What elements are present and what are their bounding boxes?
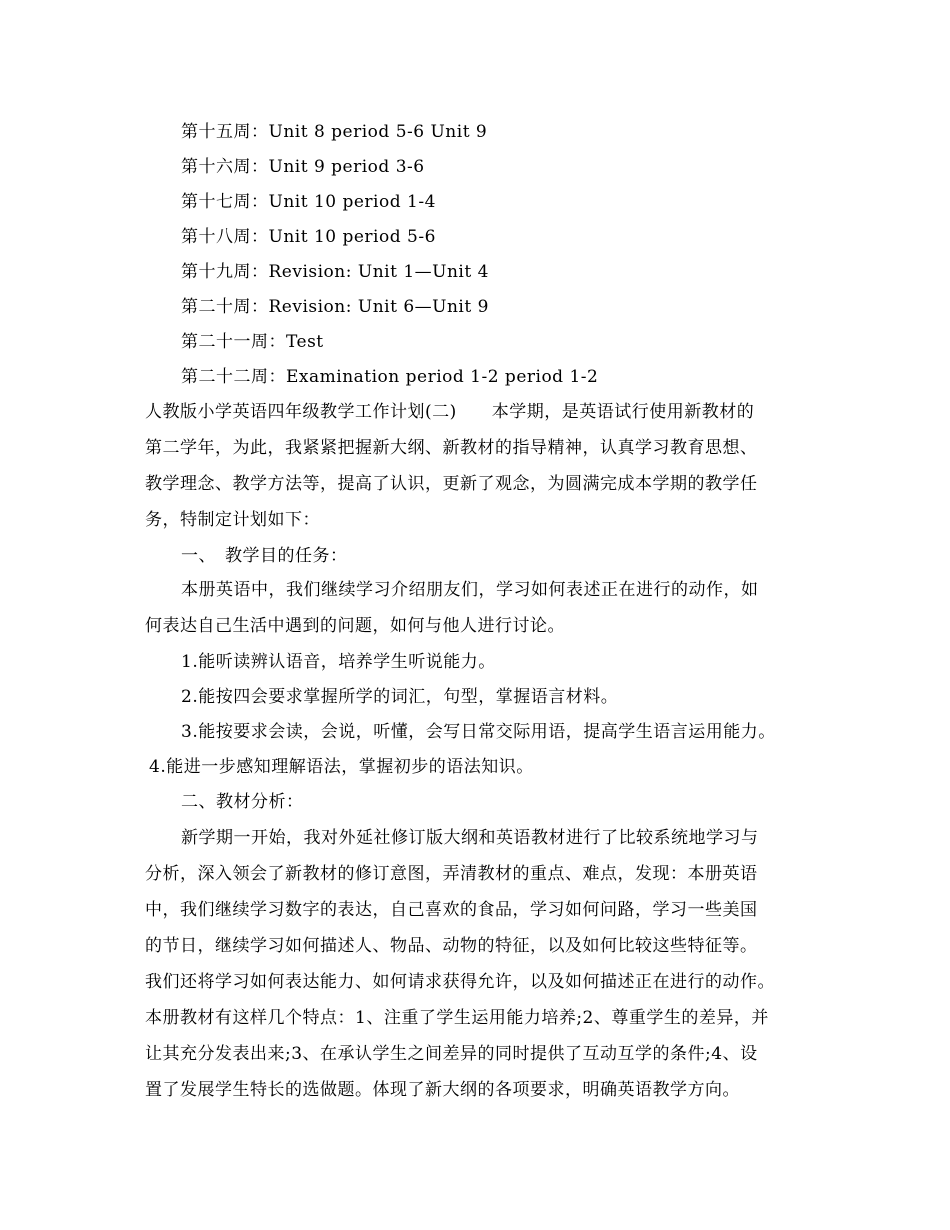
schedule-week-19: 第十九周：Revision: Unit 1—Unit 4 [181, 262, 489, 282]
plan-intro-line: 务，特制定计划如下： [145, 510, 320, 530]
section1-paragraph-line: 本册英语中，我们继续学习介绍朋友们，学习如何表述正在进行的动作，如 [181, 580, 759, 600]
section-heading: 二、教材分析： [181, 792, 304, 812]
schedule-week-16: 第十六周：Unit 9 period 3-6 [181, 157, 425, 177]
section2-paragraph-line: 我们还将学习如何表达能力、如何请求获得允许，以及如何描述正在进行的动作。 [145, 972, 775, 992]
plan-intro-line: 教学理念、教学方法等，提高了认识，更新了观念，为圆满完成本学期的教学任 [145, 474, 758, 494]
section1-paragraph-line: 何表达自己生活中遇到的问题，如何与他人进行讨论。 [145, 616, 565, 636]
section2-paragraph-line: 让其充分发表出来;3、在承认学生之间差异的同时提供了互动互学的条件;4、设 [145, 1044, 758, 1064]
plan-intro-line: 人教版小学英语四年级教学工作计划(二) 本学期，是英语试行使用新教材的 [145, 402, 755, 422]
schedule-week-15: 第十五周：Unit 8 period 5-6 Unit 9 [181, 122, 488, 142]
section-heading: 一、 教学目的任务： [181, 546, 348, 566]
schedule-week-22: 第二十二周：Examination period 1-2 period 1-2 [181, 367, 599, 387]
goal-item: 3.能按要求会读，会说，听懂，会写日常交际用语，提高学生语言运用能力。 [181, 722, 776, 742]
section2-paragraph-line: 本册教材有这样几个特点：1、注重了学生运用能力培养;2、尊重学生的差异，并 [145, 1008, 769, 1028]
schedule-week-18: 第十八周：Unit 10 period 5-6 [181, 227, 436, 247]
schedule-week-20: 第二十周：Revision: Unit 6—Unit 9 [181, 297, 489, 317]
goal-item: 4.能进一步感知理解语法，掌握初步的语法知识。 [149, 757, 534, 777]
section2-paragraph-line: 分析，深入领会了新教材的修订意图，弄清教材的重点、难点，发现：本册英语 [145, 864, 758, 884]
section2-paragraph-line: 中，我们继续学习数字的表达，自己喜欢的食品，学习如何问路，学习一些美国 [145, 900, 758, 920]
section2-paragraph-line: 置了发展学生特长的选做题。体现了新大纲的各项要求，明确英语教学方向。 [145, 1080, 740, 1100]
schedule-week-21: 第二十一周：Test [181, 332, 324, 352]
section2-paragraph-line: 的节日，继续学习如何描述人、物品、动物的特征，以及如何比较这些特征等。 [145, 936, 758, 956]
goal-item: 2.能按四会要求掌握所学的词汇，句型，掌握语言材料。 [181, 687, 619, 707]
goal-item: 1.能听读辨认语音，培养学生听说能力。 [181, 652, 496, 672]
plan-intro-line: 第二学年，为此，我紧紧把握新大纲、新教材的指导精神，认真学习教育思想、 [145, 438, 758, 458]
schedule-week-17: 第十七周：Unit 10 period 1-4 [181, 192, 436, 212]
section2-paragraph-line: 新学期一开始，我对外延社修订版大纲和英语教材进行了比较系统地学习与 [181, 828, 759, 848]
